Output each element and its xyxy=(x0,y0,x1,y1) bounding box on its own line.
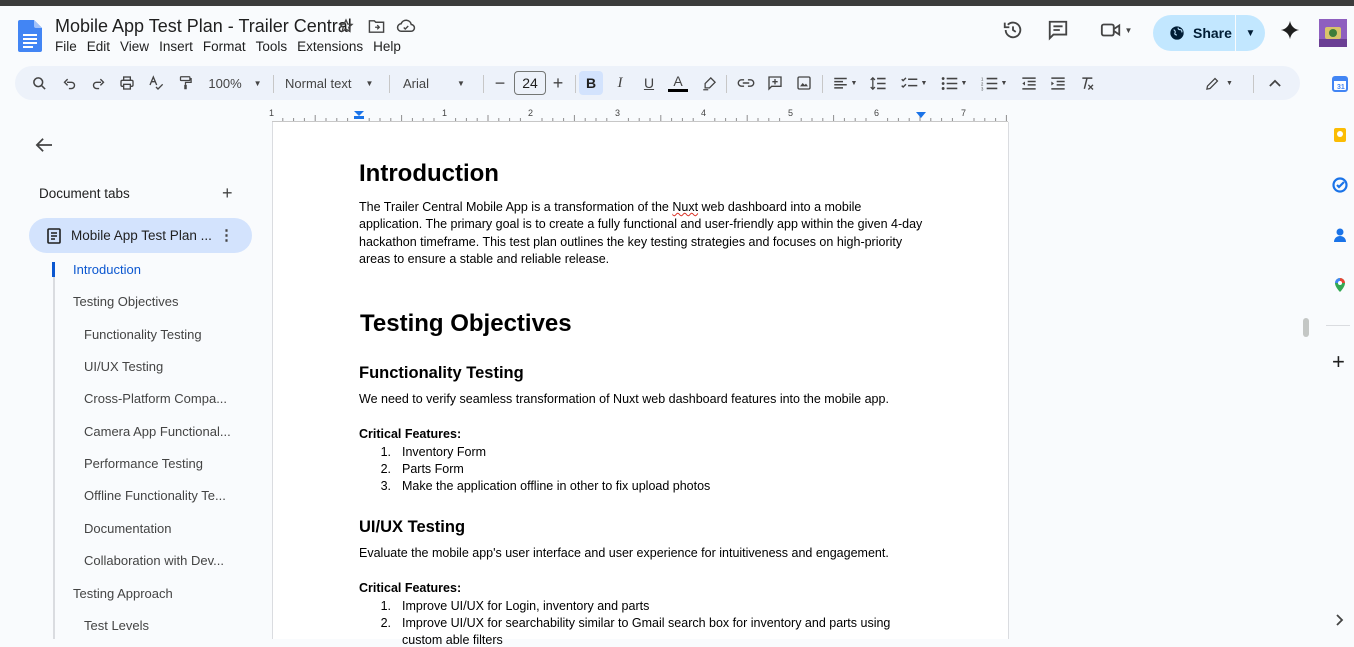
docs-logo-icon[interactable] xyxy=(18,20,42,52)
outline-item-functionality-testing[interactable]: Functionality Testing xyxy=(84,327,202,342)
menu-bar xyxy=(55,39,411,54)
list-item xyxy=(359,479,710,493)
menu-format[interactable]: Format xyxy=(202,39,246,54)
calendar-icon[interactable] xyxy=(1332,76,1348,92)
share-label: Share xyxy=(1193,25,1232,41)
avatar[interactable] xyxy=(1319,19,1347,47)
document-tab-icon xyxy=(47,228,61,244)
comments-icon[interactable] xyxy=(1046,18,1070,42)
outline-item-collaboration[interactable]: Collaboration with Dev... xyxy=(84,553,224,568)
globe-icon xyxy=(1169,25,1185,41)
numbered-list-dropdown-icon: ▼ xyxy=(1000,79,1008,87)
outline-item-offline-functionality[interactable]: Offline Functionality Te... xyxy=(84,488,226,503)
gemini-icon[interactable] xyxy=(1278,18,1302,42)
intro-text-start: The Trailer Central Mobile App is a transformation of the xyxy=(359,200,673,214)
svg-text:2: 2 xyxy=(980,81,983,87)
spelling-flagged-word[interactable]: Nuxt xyxy=(672,200,699,214)
outline-item-performance-testing[interactable]: Performance Testing xyxy=(84,456,203,471)
list-item xyxy=(359,616,890,630)
side-panel xyxy=(1318,64,1354,639)
style-dropdown-icon: ▼ xyxy=(365,78,374,88)
editing-mode-dropdown-icon: ▼ xyxy=(1226,79,1233,87)
share-dropdown-icon[interactable]: ▼ xyxy=(1245,27,1256,39)
tab-label: Mobile App Test Plan ... xyxy=(71,228,212,243)
ruler-label: 1 xyxy=(269,108,275,118)
menu-view[interactable]: View xyxy=(120,39,150,54)
add-comment-icon[interactable] xyxy=(764,71,786,95)
critical-features-label: Critical Features: xyxy=(359,427,462,441)
menu-extensions[interactable]: Extensions xyxy=(297,39,364,54)
star-icon[interactable] xyxy=(337,17,355,35)
hide-menus-chevron-up-icon[interactable] xyxy=(1265,71,1285,95)
tab-more-options-icon[interactable]: ⋮ xyxy=(219,227,234,244)
svg-text:1: 1 xyxy=(980,76,983,82)
font-select[interactable] xyxy=(403,71,473,95)
contacts-icon[interactable] xyxy=(1332,227,1348,243)
print-icon[interactable] xyxy=(117,71,137,95)
increase-font-size-button[interactable]: + xyxy=(552,72,564,93)
vertical-scrollbar-thumb[interactable] xyxy=(1303,318,1309,337)
list-text: Parts Form xyxy=(402,462,464,476)
document-outline-panel xyxy=(0,120,272,639)
outline-item-uiux-testing[interactable]: UI/UX Testing xyxy=(84,359,164,374)
list-item xyxy=(359,599,649,613)
font-value: Arial xyxy=(403,75,430,91)
redo-icon[interactable] xyxy=(88,71,108,95)
font-size-input[interactable]: 24 xyxy=(514,71,546,95)
heading-uiux-testing: UI/UX Testing xyxy=(359,518,466,536)
ruler-label: 6 xyxy=(874,108,880,118)
list-number: 2. xyxy=(380,616,391,630)
line-spacing-icon[interactable] xyxy=(867,71,889,95)
paragraph-style-select[interactable] xyxy=(285,71,380,95)
list-item xyxy=(359,445,486,459)
checklist-select[interactable] xyxy=(897,71,931,95)
add-on-plus-icon[interactable]: + xyxy=(1332,349,1345,374)
outline-item-testing-approach[interactable]: Testing Approach xyxy=(73,586,173,601)
menu-insert[interactable]: Insert xyxy=(159,39,193,54)
text-color-button[interactable]: A xyxy=(667,71,689,95)
critical-features-label-2: Critical Features: xyxy=(359,581,462,595)
align-dropdown-icon: ▼ xyxy=(850,79,858,87)
insert-image-icon[interactable] xyxy=(793,71,815,95)
list-number: 1. xyxy=(380,599,391,613)
formatting-toolbar xyxy=(15,66,1300,100)
numbered-list-icon xyxy=(981,76,998,91)
right-indent-marker[interactable] xyxy=(916,112,926,118)
outline-item-documentation[interactable]: Documentation xyxy=(84,521,172,536)
list-item-continuation: custom able filters xyxy=(402,633,503,647)
menu-help[interactable]: Help xyxy=(373,39,401,54)
outline-item-camera-app[interactable]: Camera App Functional... xyxy=(84,424,231,439)
bulleted-list-icon xyxy=(941,76,958,91)
move-folder-icon[interactable] xyxy=(367,17,385,35)
zoom-dropdown-icon: ▼ xyxy=(253,78,262,88)
document-title[interactable]: Mobile App Test Plan - Trailer Central xyxy=(55,16,352,36)
bulleted-list-dropdown-icon: ▼ xyxy=(960,79,968,87)
highlight-color-icon[interactable] xyxy=(699,71,719,95)
paragraph-style-value: Normal text xyxy=(285,75,352,91)
ruler-label: 3 xyxy=(615,108,621,118)
list-text: Make the application offline in other to fix upload photos xyxy=(402,479,711,493)
numbered-list-select[interactable] xyxy=(977,71,1011,95)
maps-icon[interactable] xyxy=(1332,277,1348,293)
paint-format-icon[interactable] xyxy=(175,71,195,95)
heading-testing-objectives: Testing Objectives xyxy=(360,310,572,337)
menu-tools[interactable]: Tools xyxy=(255,39,288,54)
italic-button[interactable]: I xyxy=(617,74,623,91)
editing-mode-select[interactable] xyxy=(1201,71,1237,95)
align-left-icon xyxy=(833,77,848,90)
intro-paragraph xyxy=(359,199,925,269)
list-number: 1. xyxy=(380,445,391,459)
list-number: 2. xyxy=(380,462,391,476)
ruler-label: 4 xyxy=(701,108,707,118)
list-text: Inventory Form xyxy=(402,445,487,459)
list-number: 3. xyxy=(380,479,391,493)
document-tabs-heading: Document tabs xyxy=(39,186,130,201)
clear-formatting-icon[interactable] xyxy=(1076,71,1098,95)
pencil-icon xyxy=(1205,76,1220,91)
tasks-icon[interactable] xyxy=(1332,177,1348,193)
bold-button[interactable]: B xyxy=(579,71,603,95)
uiux-paragraph: Evaluate the mobile app's user interface and user experience for intuitiveness and engagement. xyxy=(359,546,889,560)
zoom-select[interactable] xyxy=(205,71,265,95)
bulleted-list-select[interactable] xyxy=(937,71,971,95)
cloud-saved-icon[interactable] xyxy=(397,17,415,35)
version-history-icon[interactable] xyxy=(1001,18,1025,42)
decrease-font-size-button[interactable]: − xyxy=(494,72,506,93)
zoom-value: 100% xyxy=(208,75,242,91)
decrease-indent-icon[interactable] xyxy=(1018,71,1040,95)
meet-dropdown-icon[interactable]: ▼ xyxy=(1124,25,1133,35)
font-dropdown-icon: ▼ xyxy=(457,78,465,88)
outline-item-introduction[interactable]: Introduction xyxy=(73,262,141,277)
insert-link-icon[interactable] xyxy=(735,71,757,95)
add-tab-plus-icon[interactable]: + xyxy=(222,183,233,203)
first-line-indent-marker[interactable] xyxy=(354,116,364,119)
ruler-label: 7 xyxy=(961,108,967,118)
back-arrow-icon[interactable] xyxy=(35,137,53,158)
meet-icon[interactable] xyxy=(1096,18,1136,42)
horizontal-ruler[interactable] xyxy=(269,108,1008,122)
share-button[interactable] xyxy=(1153,15,1265,51)
outline-guide-line xyxy=(53,262,55,639)
outline-item-cross-platform[interactable]: Cross-Platform Compa... xyxy=(84,391,228,406)
underline-button[interactable]: U xyxy=(643,75,655,91)
search-menus-icon[interactable] xyxy=(29,71,49,95)
tab-mobile-app-test-plan[interactable] xyxy=(29,218,252,253)
ruler-label: 5 xyxy=(788,108,794,118)
outline-item-testing-objectives[interactable]: Testing Objectives xyxy=(73,294,179,309)
left-indent-marker[interactable] xyxy=(354,111,364,116)
spellcheck-icon[interactable] xyxy=(146,71,166,95)
functionality-paragraph: We need to verify seamless transformation of Nuxt web dashboard features into the mobile app. xyxy=(359,392,889,406)
checklist-icon xyxy=(901,76,918,91)
align-select[interactable] xyxy=(830,71,860,95)
menu-file[interactable]: File xyxy=(55,39,77,54)
increase-indent-icon[interactable] xyxy=(1047,71,1069,95)
list-text: Improve UI/UX for Login, inventory and parts xyxy=(402,599,650,613)
menu-edit[interactable]: Edit xyxy=(86,39,111,54)
intro-text-end: web dashboard into a mobile application. The primary goal is to create a fully functional and user-friendly app within the given 4-day hackathon timeframe. This test plan outlines the key testing strategies and focuses on high-priority areas to ensure a stable and reliable release. xyxy=(359,200,923,267)
undo-icon[interactable] xyxy=(59,71,79,95)
heading-functionality-testing: Functionality Testing xyxy=(359,364,524,382)
show-side-panel-chevron-right-icon[interactable] xyxy=(1336,613,1344,629)
keep-icon[interactable] xyxy=(1332,127,1348,143)
outline-item-test-levels[interactable]: Test Levels xyxy=(84,618,150,633)
outline-active-indicator xyxy=(52,262,55,277)
header xyxy=(0,6,1354,64)
svg-text:3: 3 xyxy=(980,86,983,92)
svg-text:31: 31 xyxy=(1337,84,1345,91)
ruler-label: 2 xyxy=(528,108,534,118)
list-item xyxy=(359,462,464,476)
heading-introduction: Introduction xyxy=(359,160,499,187)
ruler-label: 1 xyxy=(442,108,448,118)
list-text: Improve UI/UX for searchability similar to Gmail search box for inventory and parts using xyxy=(402,616,891,630)
checklist-dropdown-icon: ▼ xyxy=(920,79,928,87)
